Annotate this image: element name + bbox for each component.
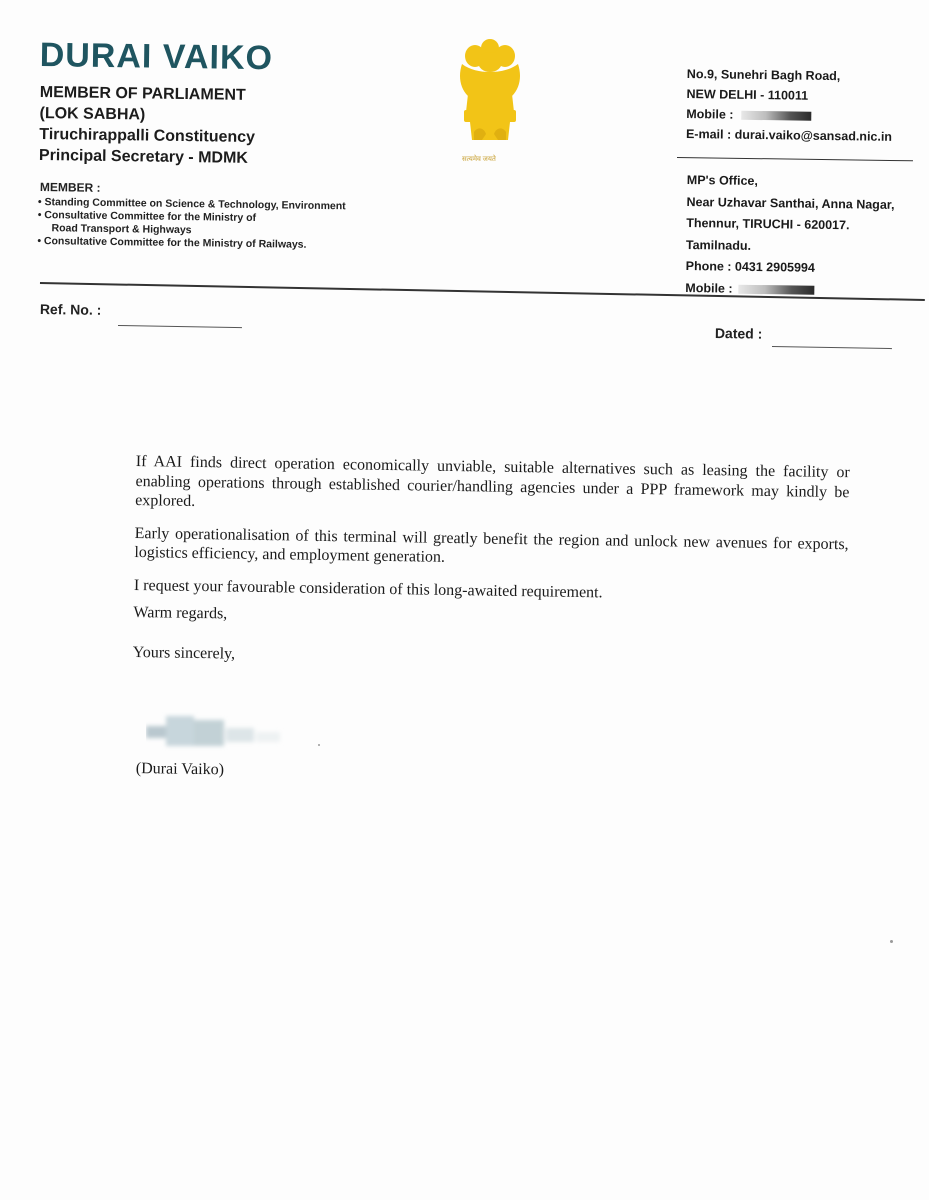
letterhead-titles bbox=[39, 82, 400, 171]
dated-blank bbox=[772, 346, 892, 349]
membership-item: • Consultative Committee for the Ministry of Railways. bbox=[37, 234, 307, 251]
delhi-email: E-mail : durai.vaiko@sansad.nic.in bbox=[685, 126, 893, 144]
title-line-party-role: Principal Secretary - MDMK bbox=[38, 146, 249, 167]
title-line-constituency: Tiruchirappalli Constituency bbox=[39, 125, 256, 147]
address-divider bbox=[677, 157, 913, 161]
signoff-line: Yours sincerely, bbox=[132, 643, 236, 663]
closing-line: Warm regards, bbox=[133, 603, 228, 623]
office-address-line1: Near Uzhavar Santhai, Anna Nagar, bbox=[686, 194, 895, 212]
member-heading: MEMBER : bbox=[39, 180, 101, 195]
redacted-mobile bbox=[738, 284, 814, 294]
membership-item: • Standing Committee on Science & Technology, Environment bbox=[37, 196, 346, 213]
ref-no-blank bbox=[118, 325, 242, 328]
scan-speck bbox=[318, 744, 320, 746]
scan-speck bbox=[890, 940, 893, 943]
title-line-house: (LOK SABHA) bbox=[39, 104, 146, 124]
letter-body bbox=[133, 452, 850, 673]
signature-image bbox=[146, 712, 306, 752]
delhi-address-line2: NEW DELHI - 110011 bbox=[686, 86, 809, 103]
membership-list bbox=[37, 196, 418, 253]
membership-item-continued: Road Transport & Highways bbox=[51, 222, 192, 237]
signatory-name: (Durai Vaiko) bbox=[135, 760, 225, 779]
delhi-address bbox=[686, 64, 917, 147]
paragraph-benefits: Early operationalisation of this terminal will greatly benefit the region and unlock new avenues for exports, logistics efficiency, and employment generation. bbox=[134, 524, 849, 566]
office-heading: MP's Office, bbox=[686, 172, 758, 188]
office-address bbox=[685, 170, 917, 302]
paragraph-alternatives: If AAI finds direct operation economically unviable, suitable alternatives such as leasing the facility or enabling operations through established courier/handling agencies under a PPP framework may kindly be explored. bbox=[135, 452, 850, 510]
office-mobile-label: Mobile : bbox=[685, 280, 737, 296]
paragraph-request: I request your favourable consideration of this long-awaited requirement. bbox=[133, 576, 603, 601]
letterhead-name: DURAI VAIKO bbox=[39, 36, 274, 78]
national-emblem-icon bbox=[448, 36, 532, 168]
redacted-mobile bbox=[741, 111, 811, 121]
delhi-mobile-label: Mobile : bbox=[686, 106, 734, 122]
office-address-line3: Tamilnadu. bbox=[685, 237, 752, 253]
office-address-line2: Thennur, TIRUCHI - 620017. bbox=[686, 215, 850, 233]
delhi-address-line1: No.9, Sunehri Bagh Road, bbox=[686, 66, 841, 84]
title-line-mp: MEMBER OF PARLIAMENT bbox=[39, 83, 246, 104]
ref-no-label: Ref. No. : bbox=[39, 301, 102, 318]
emblem-motto: सत्यमेव जयते bbox=[462, 155, 496, 163]
membership-item: • Consultative Committee for the Ministry of bbox=[37, 208, 257, 225]
office-phone: Phone : 0431 2905994 bbox=[685, 258, 815, 275]
dated-label: Dated : bbox=[714, 325, 763, 342]
